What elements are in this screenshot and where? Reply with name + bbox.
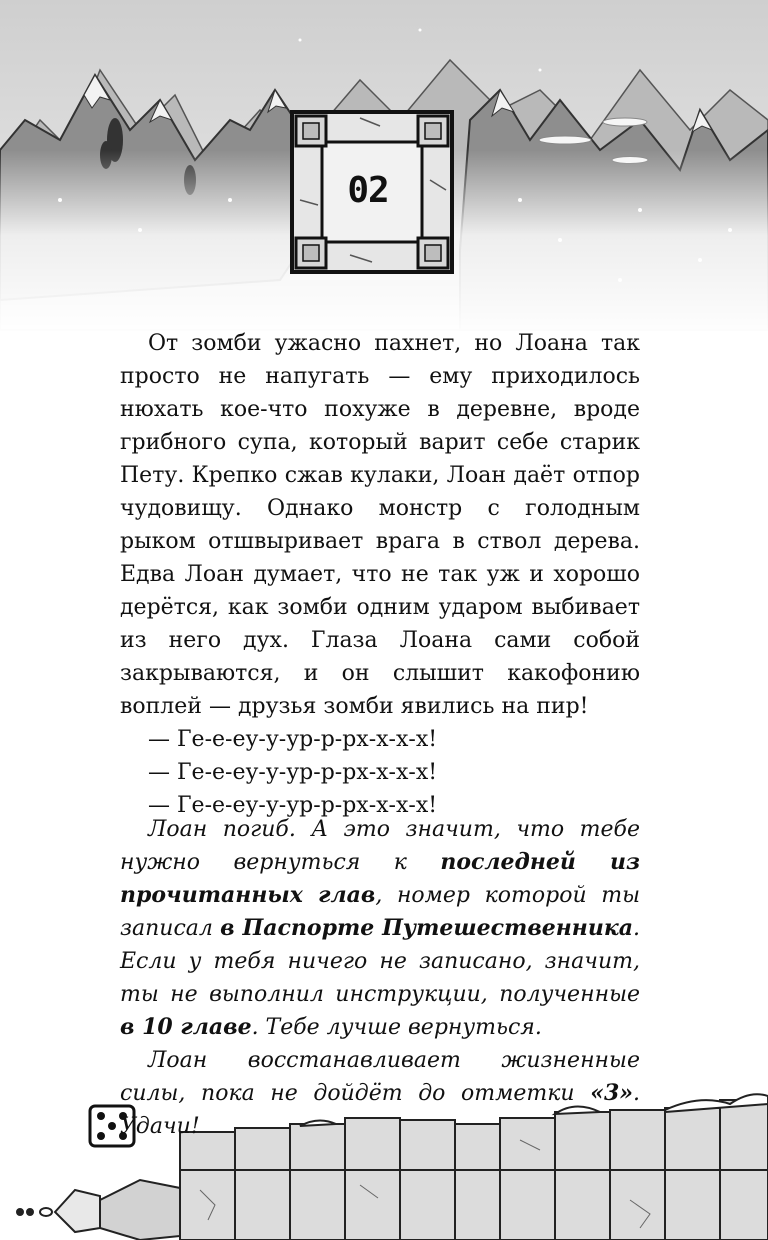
death-instruction: Лоан погиб. А это значит, что тебе нужно вернуться к последней из прочитанных глав, номер которой ты записал в Паспорте Путешественника. Если у тебя ничего не записано, значит, ты не выполнил инструкции, полученные в 10 главе. Тебе лучше вернуться. bbox=[120, 817, 640, 1040]
zombie-shout: — Ге-е-еу-у-ур-р-рх-х-х-х! bbox=[148, 760, 438, 785]
zombie-shout: — Ге-е-еу-у-ур-р-рх-х-х-х! bbox=[148, 727, 438, 752]
chapter-ten-emphasis: в 10 главе bbox=[120, 1014, 252, 1040]
zombie-shout: — Ге-е-еу-у-ур-р-рх-х-х-х! bbox=[148, 793, 438, 818]
story-paragraph: От зомби ужасно пахнет, но Лоана так просто не напугать — ему приходилось нюхать кое-что похуже в деревне, вроде грибного супа, который варит себе старик Пету. Крепко сжав кулаки, Лоан даёт отпор чудовищу. Однако монстр с голодным рыком отшвыривает врага в ствол дерева. Едва Лоан думает, что не так уж и хорошо дерётся, как зомби одним ударом выбивает из него дух. Глаза Лоана сами собой закрываются, и он слышит какофонию воплей — друзья зомби явились на пир! bbox=[120, 331, 640, 719]
passport-emphasis: в Паспорте Путешественника bbox=[220, 915, 633, 941]
last-chapter-emphasis: последней из прочитанных глав bbox=[120, 849, 640, 908]
health-instruction: Лоан восстанавливает жизненные силы, пока не дойдёт до отметки «3». Удачи! bbox=[120, 1048, 640, 1139]
story-text bbox=[120, 327, 640, 822]
mark-three-emphasis: «3» bbox=[590, 1080, 633, 1106]
instructions bbox=[120, 813, 640, 1143]
chapter-number: 02 bbox=[347, 170, 389, 211]
